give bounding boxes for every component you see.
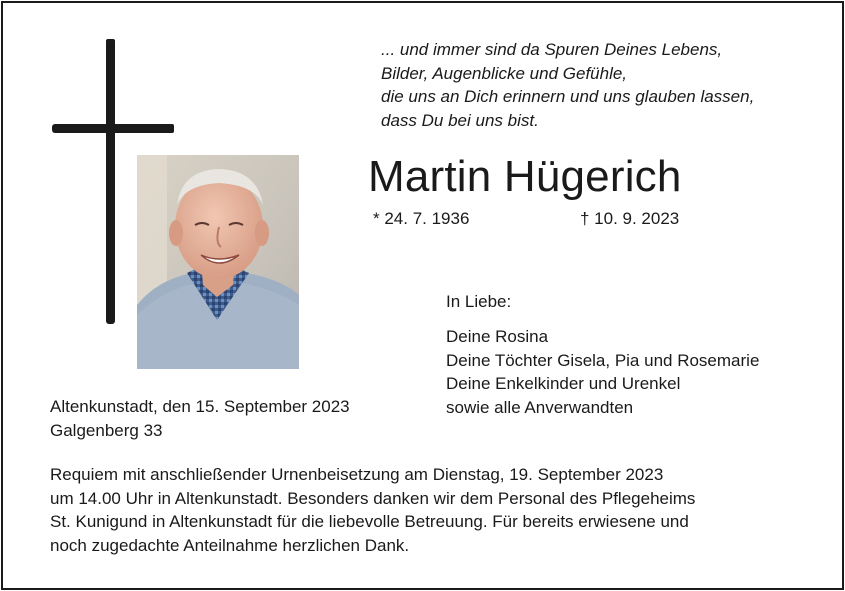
obituary-card: [1, 1, 844, 590]
mourners-list: [446, 325, 759, 419]
poem-line: die uns an Dich erinnern und uns glauben lassen,: [381, 87, 755, 106]
notice-line: um 14.00 Uhr in Altenkunstadt. Besonders danken wir dem Personal des Pflegeheims: [50, 488, 696, 508]
mourner-line: Deine Rosina: [446, 327, 549, 346]
portrait-photo: [137, 155, 299, 369]
place-and-address: [50, 395, 350, 442]
deceased-name: Martin Hügerich: [368, 152, 682, 201]
birth-date: * 24. 7. 1936: [373, 209, 470, 228]
place-date: Altenkunstadt, den 15. September 2023: [50, 397, 350, 416]
poem-line: Bilder, Augenblicke und Gefühle,: [381, 63, 628, 83]
death-date: † 10. 9. 2023: [580, 209, 680, 228]
notice-line: St. Kunigund in Altenkunstadt für die liebevolle Betreuung. Für bereits erwiesene und: [50, 512, 689, 531]
mourner-line: sowie alle Anverwandten: [446, 397, 634, 417]
poem-line: ... und immer sind da Spuren Deines Lebens,: [381, 40, 723, 59]
mourner-line: Deine Enkelkinder und Urenkel: [446, 374, 681, 393]
poem: [381, 38, 754, 132]
cross-horizontal-beam: [52, 124, 174, 133]
in-love-label: In Liebe:: [446, 292, 512, 311]
mourner-line: Deine Töchter Gisela, Pia und Rosemarie: [446, 350, 760, 370]
notice-line: Requiem mit anschließender Urnenbeisetzung am Dienstag, 19. September 2023: [50, 465, 664, 484]
address: Galgenberg 33: [50, 420, 163, 440]
notice-line: noch zugedachte Anteilnahme herzlichen Dank.: [50, 535, 410, 555]
poem-line: dass Du bei uns bist.: [381, 110, 539, 130]
cross-vertical-beam: [106, 39, 115, 324]
service-notice: [50, 463, 695, 557]
